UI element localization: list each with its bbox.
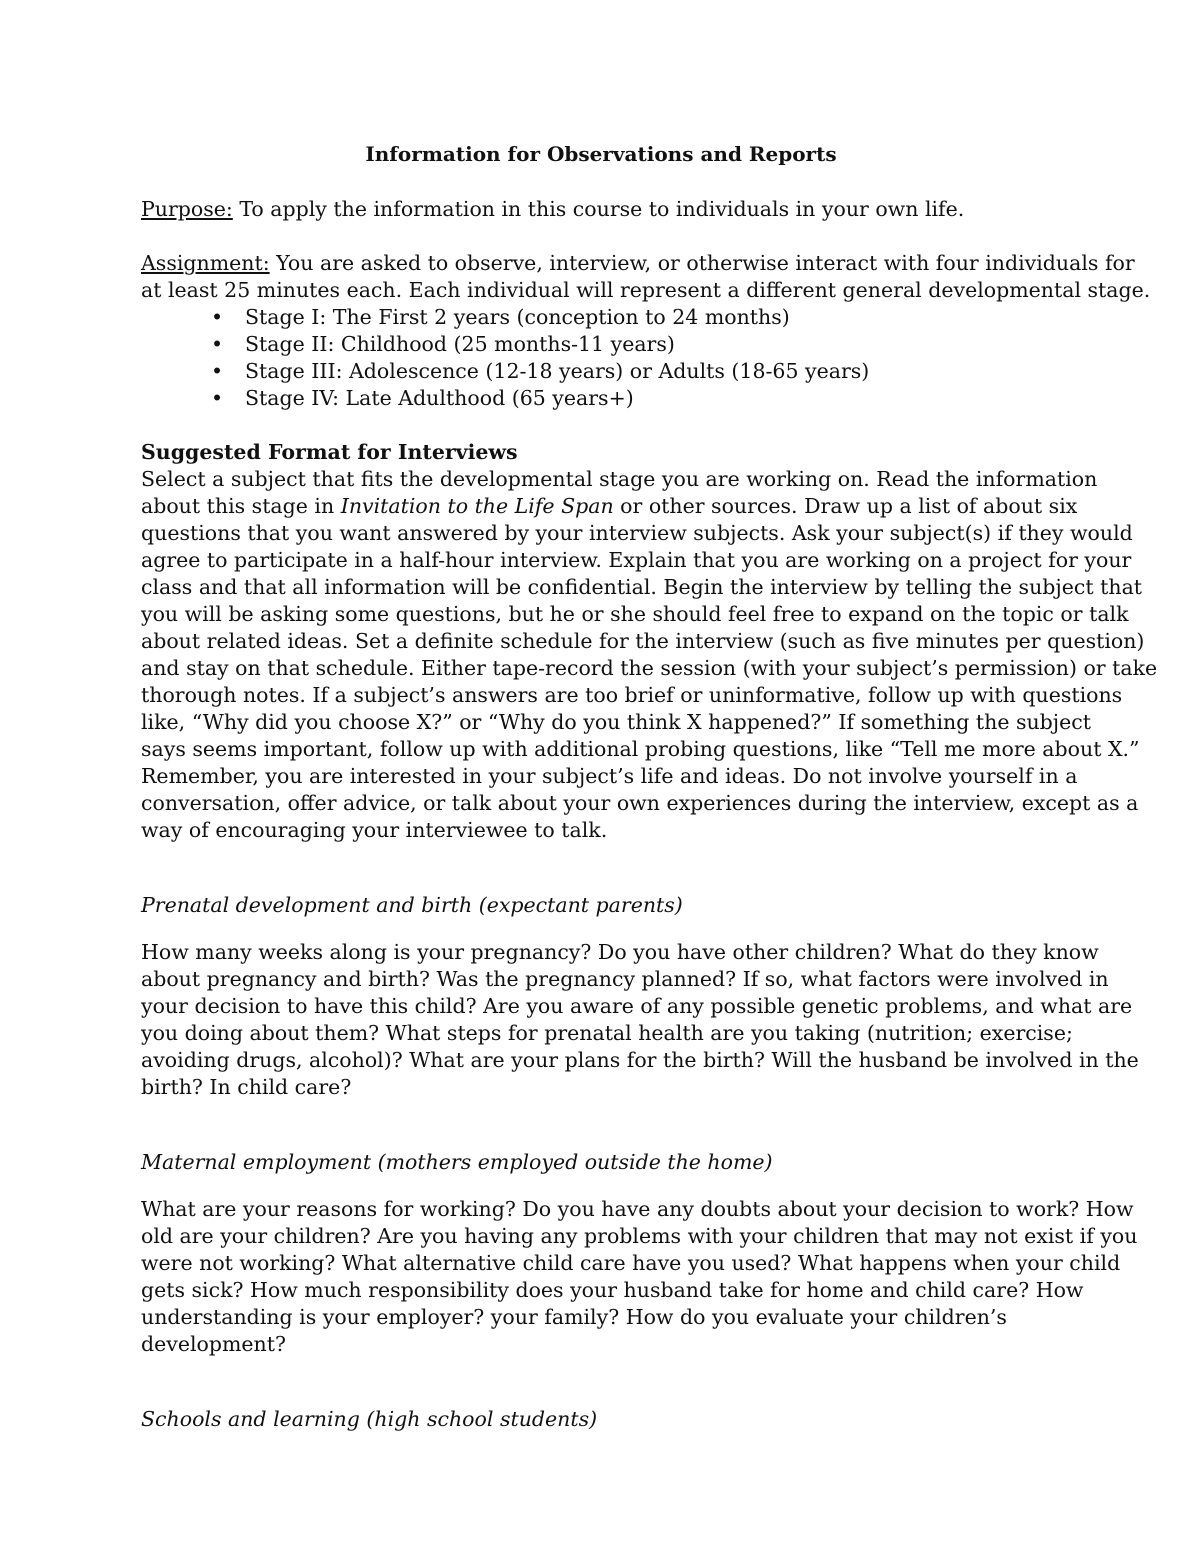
purpose-text: To apply the information in this course to individuals in your own life.	[232, 197, 965, 221]
interviews-line: questions that you want answered by your interview subjects. Ask your subject(s) if they would	[141, 521, 1133, 545]
interviews-line: class and that all information will be confidential. Begin the interview by telling the subject that	[141, 575, 1143, 599]
stage-item	[141, 385, 1061, 412]
spacer	[141, 844, 1061, 871]
maternal-line: were not working? What alternative child care have you used? What happens when your child	[141, 1251, 1121, 1275]
interviews-paragraph	[141, 466, 1158, 844]
interviews-line-2-pre: about this stage in	[141, 494, 341, 518]
interviews-line: Remember, you are interested in your subject’s life and ideas. Do not involve yourself in a	[141, 764, 1078, 788]
prenatal-line: birth? In child care?	[141, 1075, 352, 1099]
interviews-line: about related ideas. Set a definite schedule for the interview (such as five minutes per question)	[141, 629, 1145, 653]
stage-text: Stage I: The First 2 years (conception to 24 months)	[245, 305, 790, 329]
interviews-line: thorough notes. If a subject’s answers are too brief or uninformative, follow up with questions	[141, 683, 1123, 707]
purpose-paragraph	[141, 196, 1061, 223]
interviews-line: and stay on that schedule. Either tape-record the session (with your subject’s permission) or take	[141, 656, 1158, 680]
maternal-paragraph	[141, 1196, 1138, 1358]
interviews-line: says seems important, follow up with additional probing questions, like “Tell me more about X.”	[141, 737, 1140, 761]
book-title: Invitation to the Life Span	[340, 494, 614, 518]
spacer	[141, 412, 1061, 439]
spacer	[141, 223, 1061, 250]
maternal-line: old are your children? Are you having any problems with your children that may not exist if you	[141, 1224, 1138, 1248]
schools-heading: Schools and learning (high school students)	[141, 1406, 598, 1431]
maternal-line: understanding is your employer? your family? How do you evaluate your children’s	[141, 1305, 1007, 1329]
assignment-line-2: at least 25 minutes each. Each individual will represent a different general developmental stage.	[141, 278, 1151, 302]
bullet-icon: •	[211, 332, 224, 356]
stage-item	[141, 304, 1061, 331]
assignment-label: Assignment:	[141, 251, 270, 275]
document-title: Information for Observations and Reports	[365, 142, 837, 166]
maternal-line: gets sick? How much responsibility does your husband take for home and child care? How	[141, 1278, 1084, 1302]
stage-item	[141, 331, 1061, 358]
spacer	[141, 1101, 1061, 1128]
prenatal-line: about pregnancy and birth? Was the pregnancy planned? If so, what factors were involved in	[141, 967, 1109, 991]
prenatal-line: you doing about them? What steps for prenatal health are you taking (nutrition; exercise;	[141, 1021, 1073, 1045]
interviews-line: agree to participate in a half-hour interview. Explain that you are working on a project for your	[141, 548, 1132, 572]
prenatal-line: How many weeks along is your pregnancy? Do you have other children? What do they know	[141, 940, 1099, 964]
stage-item	[141, 358, 1061, 385]
bullet-icon: •	[211, 305, 224, 329]
spacer	[141, 169, 1061, 196]
interviews-line-2-post: or other sources. Draw up a list of about six	[613, 494, 1078, 518]
stage-text: Stage III: Adolescence (12-18 years) or Adults (18-65 years)	[245, 359, 870, 383]
assignment-line-1: You are asked to observe, interview, or otherwise interact with four individuals for	[269, 251, 1135, 275]
prenatal-heading: Prenatal development and birth (expectant parents)	[141, 892, 683, 917]
bullet-icon: •	[211, 386, 224, 410]
document-page	[141, 140, 1158, 1453]
interviews-line-1: Select a subject that fits the developmental stage you are working on. Read the information	[141, 467, 1098, 491]
assignment-paragraph	[141, 250, 1151, 304]
prenatal-line: avoiding drugs, alcohol)? What are your plans for the birth? Will the husband be involved in the	[141, 1048, 1139, 1072]
interviews-heading: Suggested Format for Interviews	[141, 440, 518, 464]
interviews-line: way of encouraging your interviewee to talk.	[141, 818, 608, 842]
interviews-line: like, “Why did you choose X?” or “Why do you think X happened?” If something the subject	[141, 710, 1092, 734]
maternal-line: development?	[141, 1332, 286, 1356]
stage-text: Stage II: Childhood (25 months-11 years)	[245, 332, 675, 356]
prenatal-paragraph	[141, 939, 1139, 1101]
interviews-line: conversation, offer advice, or talk about your own experiences during the interview, except as a	[141, 791, 1139, 815]
interviews-line: you will be asking some questions, but he or she should feel free to expand on the topic or talk	[141, 602, 1129, 626]
spacer	[141, 1358, 1061, 1385]
prenatal-line: your decision to have this child? Are you aware of any possible genetic problems, and what are	[141, 994, 1133, 1018]
stage-list	[141, 304, 1061, 412]
stage-text: Stage IV: Late Adulthood (65 years+)	[245, 386, 634, 410]
maternal-line: What are your reasons for working? Do you have any doubts about your decision to work? How	[141, 1197, 1134, 1221]
maternal-heading: Maternal employment (mothers employed outside the home)	[141, 1149, 773, 1174]
purpose-label: Purpose:	[141, 197, 233, 221]
bullet-icon: •	[211, 359, 224, 383]
